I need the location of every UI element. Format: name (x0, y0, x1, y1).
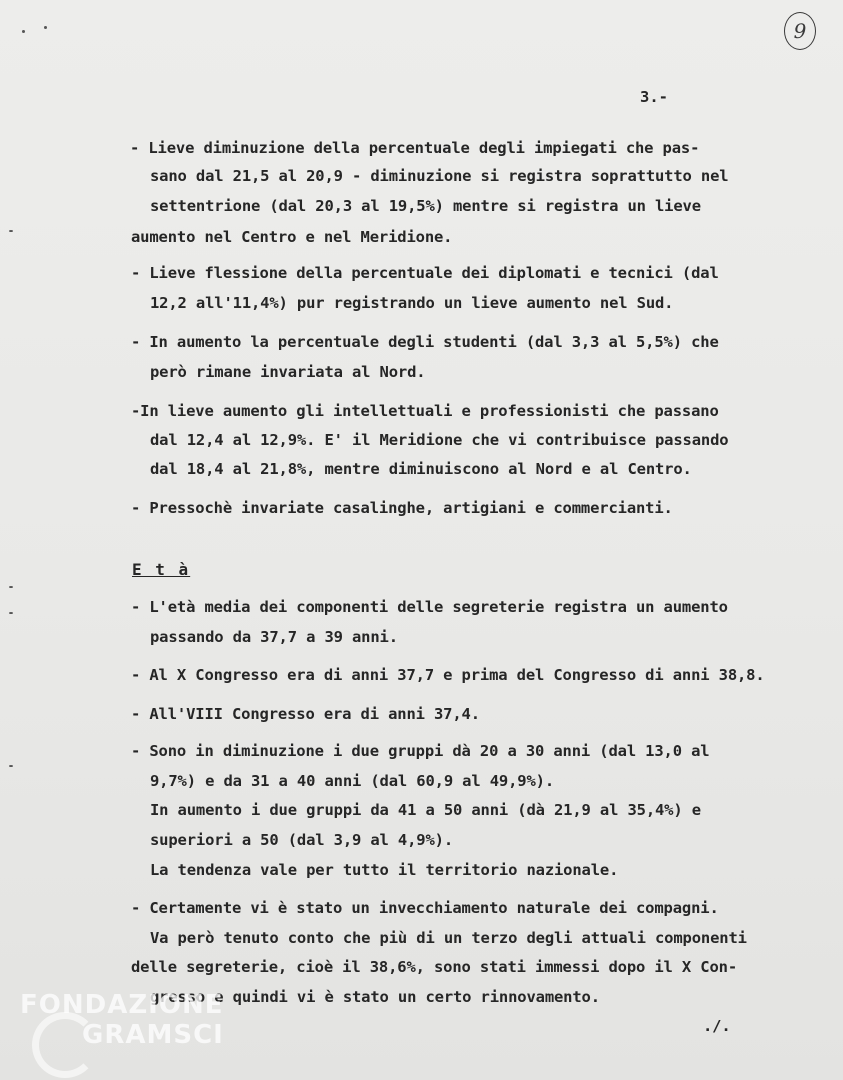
body-line: - All'VIII Congresso era di anni 37,4. (131, 705, 480, 723)
body-line: settentrione (dal 20,3 al 19,5%) mentre si registra un lieve (150, 197, 701, 215)
body-line: - In aumento la percentuale degli studenti (dal 3,3 al 5,5%) che (131, 333, 719, 351)
body-line: delle segreterie, cioè il 38,6%, sono stati immessi dopo il X Con- (131, 958, 737, 976)
body-line: dal 12,4 al 12,9%. E' il Meridione che vi contribuisce passando (150, 431, 729, 449)
scan-speck (9, 230, 13, 232)
scan-speck (9, 765, 13, 767)
body-line: però rimane invariata al Nord. (150, 363, 426, 381)
body-line: - Lieve diminuzione della percentuale degli impiegati che pas- (130, 139, 700, 157)
body-line: aumento nel Centro e nel Meridione. (131, 228, 453, 246)
body-line: 12,2 all'11,4%) pur registrando un lieve aumento nel Sud. (150, 294, 674, 312)
body-line: In aumento i due gruppi da 41 a 50 anni (dà 21,9 al 35,4%) e (150, 801, 701, 819)
scan-speck (22, 30, 25, 33)
scan-speck (9, 586, 13, 588)
body-line: - Pressochè invariate casalinghe, artigiani e commercianti. (131, 499, 673, 517)
scan-speck (44, 26, 47, 29)
body-line: gresso e quindi vi è stato un certo rinnovamento. (150, 988, 600, 1006)
section-heading: E t à (132, 560, 191, 579)
body-line: 9,7%) e da 31 a 40 anni (dal 60,9 al 49,9%). (150, 772, 554, 790)
continuation-mark: ./. (703, 1017, 731, 1035)
page-number: 3.- (640, 88, 668, 106)
body-line: - Certamente vi è stato un invecchiamento naturale dei compagni. (131, 899, 719, 917)
body-line: La tendenza vale per tutto il territorio nazionale. (150, 861, 619, 879)
body-line: superiori a 50 (dal 3,9 al 4,9%). (150, 831, 453, 849)
body-line: - Sono in diminuzione i due gruppi dà 20 a 30 anni (dal 13,0 al (131, 742, 710, 760)
watermark-line1: FONDAZIONE (20, 990, 224, 1020)
scan-speck (9, 612, 13, 614)
watermark (20, 990, 224, 1050)
body-line: - L'età media dei componenti delle segreterie registra un aumento (131, 598, 728, 616)
watermark-line2: GRAMSCI (82, 1020, 224, 1050)
body-line: Va però tenuto conto che più di un terzo degli attuali componenti (150, 929, 747, 947)
body-line: - Lieve flessione della percentuale dei diplomati e tecnici (dal (131, 264, 719, 282)
body-line: - Al X Congresso era di anni 37,7 e prima del Congresso di anni 38,8. (131, 666, 765, 684)
handwritten-sheet-number: 9 (784, 12, 816, 50)
body-line: passando da 37,7 a 39 anni. (150, 628, 398, 646)
body-line: -In lieve aumento gli intellettuali e professionisti che passano (131, 402, 719, 420)
body-line: dal 18,4 al 21,8%, mentre diminuiscono al Nord e al Centro. (150, 460, 692, 478)
body-line: sano dal 21,5 al 20,9 - diminuzione si registra soprattutto nel (150, 167, 729, 185)
